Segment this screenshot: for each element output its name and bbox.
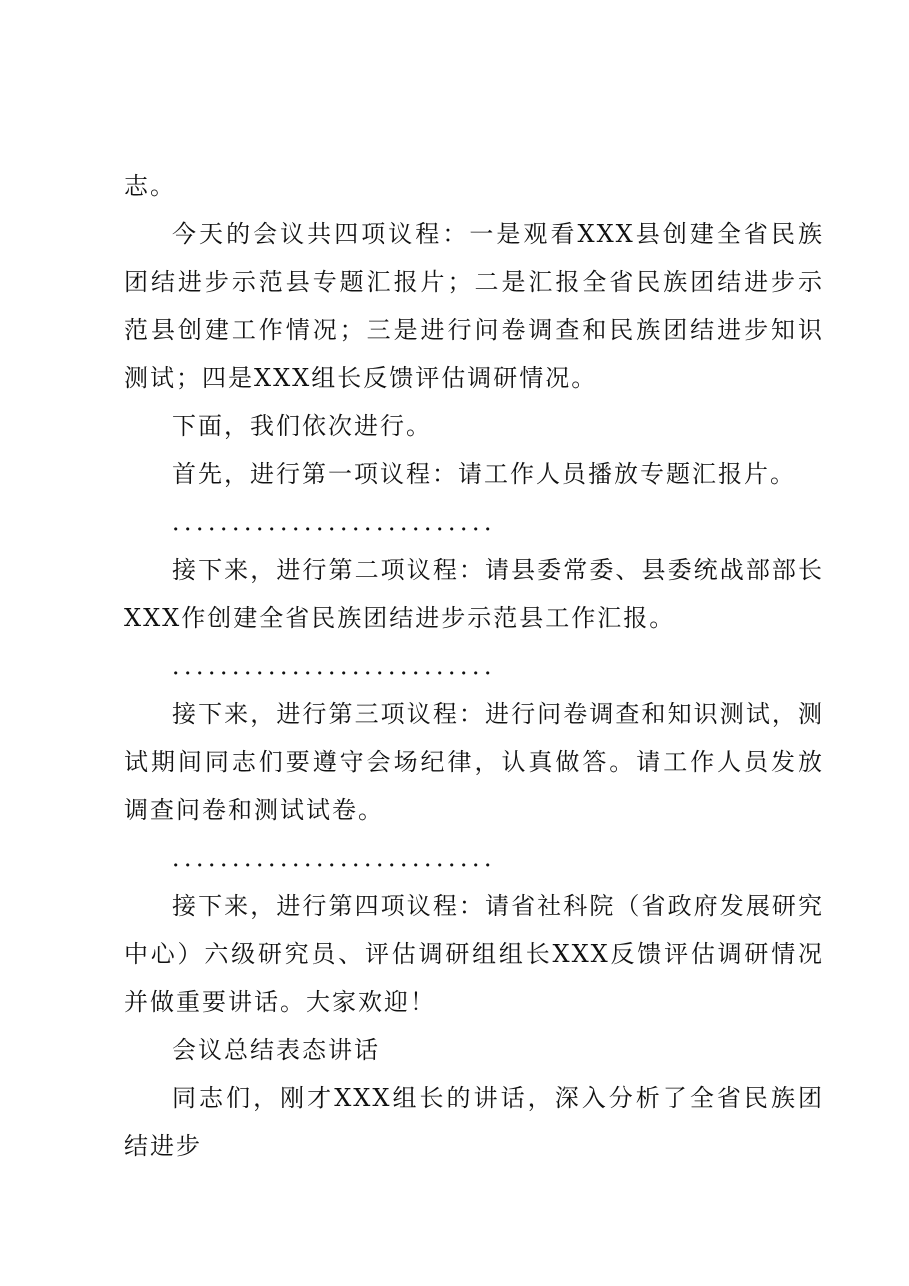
paragraph-agenda-item-4: 接下来，进行第四项议程：请省社科院（省政府发展研究中心）六级研究员、评估调研组组长XXX反馈评估调研情况并做重要讲话。大家欢迎！ [124, 892, 824, 1016]
paragraph-proceed: 下面，我们依次进行。 [172, 412, 432, 440]
paragraph-agenda-item-3: 接下来，进行第三项议程：进行问卷调查和知识测试，测试期间同志们要遵守会场纪律，认真做答。请工作人员发放调查问卷和测试试卷。 [124, 700, 824, 824]
ellipsis-separator: ．．．．．．．．．．．．．．．．．．．．．．．．．．． [172, 508, 508, 536]
paragraph-continuation: 志。 [124, 172, 176, 200]
section-heading-summary: 会议总结表态讲话 [172, 1036, 380, 1064]
paragraph-summary-start: 同志们，刚才XXX组长的讲话，深入分析了全省民族团结进步 [124, 1084, 824, 1160]
paragraph-agenda-overview: 今天的会议共四项议程：一是观看XXX县创建全省民族团结进步示范县专题汇报片；二是汇报全省民族团结进步示范县创建工作情况；三是进行问卷调查和民族团结进步知识测试；四是XXX组长反馈评估调研情况。 [124, 220, 824, 392]
paragraph-agenda-item-2: 接下来，进行第二项议程：请县委常委、县委统战部部长XXX作创建全省民族团结进步示范县工作汇报。 [124, 556, 824, 632]
ellipsis-separator: ．．．．．．．．．．．．．．．．．．．．．．．．．．． [172, 652, 508, 680]
paragraph-agenda-item-1: 首先，进行第一项议程：请工作人员播放专题汇报片。 [172, 460, 796, 488]
ellipsis-separator: ．．．．．．．．．．．．．．．．．．．．．．．．．．． [172, 844, 508, 872]
